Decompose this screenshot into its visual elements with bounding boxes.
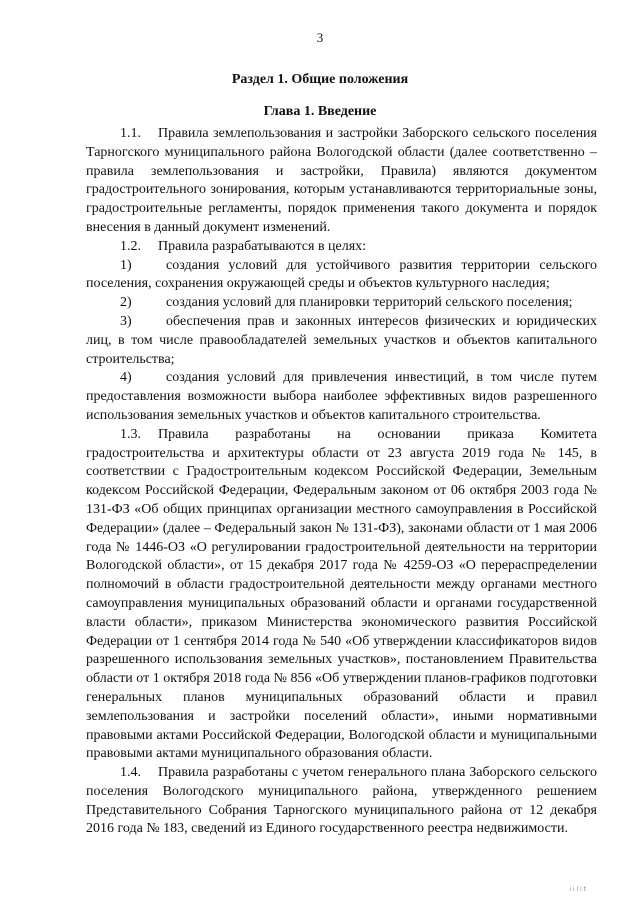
paragraph-1-3 xyxy=(86,426,597,764)
list-item-3 xyxy=(86,313,597,369)
list-item-text: создания условий для устойчивого развития территории сельского поселения, сохранения окружающей среды и объектов культурного наследия; xyxy=(86,257,597,292)
paragraph-1-1 xyxy=(86,125,597,238)
paragraph-1-4 xyxy=(86,764,597,839)
list-item-4 xyxy=(86,369,597,425)
paragraph-number: 1.3. xyxy=(120,426,141,442)
list-item-number: 1) xyxy=(120,257,132,273)
list-item-number: 3) xyxy=(120,313,132,329)
paragraph-number: 1.1. xyxy=(120,126,141,141)
list-item-1 xyxy=(86,257,597,295)
list-item-text: создания условий для привлечения инвестиций, в том числе путем предоставления возможности выбора наиболее эффективных видов разрешенного использования земельных участков и объектов капитального строительства. xyxy=(86,370,597,423)
paragraph-text: Правила разработаны с учетом генерального плана Заборского сельского поселения Вологодского муниципального района, утвержденного решением Представительного Собрания Тарногского муниципального района от 12 декабря 2016 года № 183, сведений из Единого государственного реестра недвижимости. xyxy=(86,765,597,837)
paragraph-number: 1.2. xyxy=(120,238,141,254)
list-item-text: обеспечения прав и законных интересов физических и юридических лиц, в том числе правообладателей земельных участков и объектов капитального строительства; xyxy=(86,313,597,367)
paragraph-text: Правила разрабатываются в целях: xyxy=(158,238,367,254)
list-item-text: создания условий для планировки территорий сельского поселения; xyxy=(166,295,573,311)
list-item-2 xyxy=(86,294,597,313)
page-number: 3 xyxy=(316,30,324,45)
list-item-number: 4) xyxy=(120,370,132,386)
section-title: Раздел 1. Общие положения xyxy=(231,72,409,87)
paragraph-text: Правила землепользования и застройки Заборского сельского поселения Тарногского муниципального района Вологодской области (далее соответственно – правила землепользования и застройки, Правила) являются документом градостроительного зонирования, которым устанавливаются территориальные зоны, градостроительные регламенты, порядок применения такого документа и порядок внесения в данный документ изменений. xyxy=(86,126,597,235)
footer-mark: i i l i t xyxy=(569,886,586,893)
paragraph-1-2 xyxy=(86,238,597,257)
chapter-title: Глава 1. Введение xyxy=(263,104,377,119)
paragraph-text: Правила разработаны на основании приказа Комитета градостроительства и архитектуры области от 23 августа 2019 года № 145, в соответствии с Градостроительным кодексом Российской Федерации, Земельным кодексом Российской Федерации, Федеральным законом от 06 октября 2003 года № 131-ФЗ «Об общих принципах организации местного самоуправления в Российской Федерации» (далее – Федеральный закон № 131-ФЗ), законами области от 1 мая 2006 года № 1446-ОЗ «О регулировании градостроительной деятельности на территории Вологодской области», от 15 декабря 2017 года № 4259-ОЗ «О перераспределении полномочий в области градостроительной деятельности между органами местного самоуправления муниципальных образований области и органами государственной власти области», приказом Министерства экономического развития Российской Федерации от 1 сентября 2014 года № 540 «Об утверждении классификаторов видов разрешенного использования земельных участков», постановлением Правительства области от 1 октября 2018 года № 856 «Об утверждении планов-графиков подготовки генеральных планов муниципальных образований области и правил землепользования и застройки поселений области», иными нормативными правовыми актами Российской Федерации, Вологодской области и муниципальными правовыми актами муниципального образования области. xyxy=(86,426,597,762)
paragraph-number: 1.4. xyxy=(120,765,141,781)
document-body xyxy=(86,125,597,839)
list-item-number: 2) xyxy=(120,295,132,311)
